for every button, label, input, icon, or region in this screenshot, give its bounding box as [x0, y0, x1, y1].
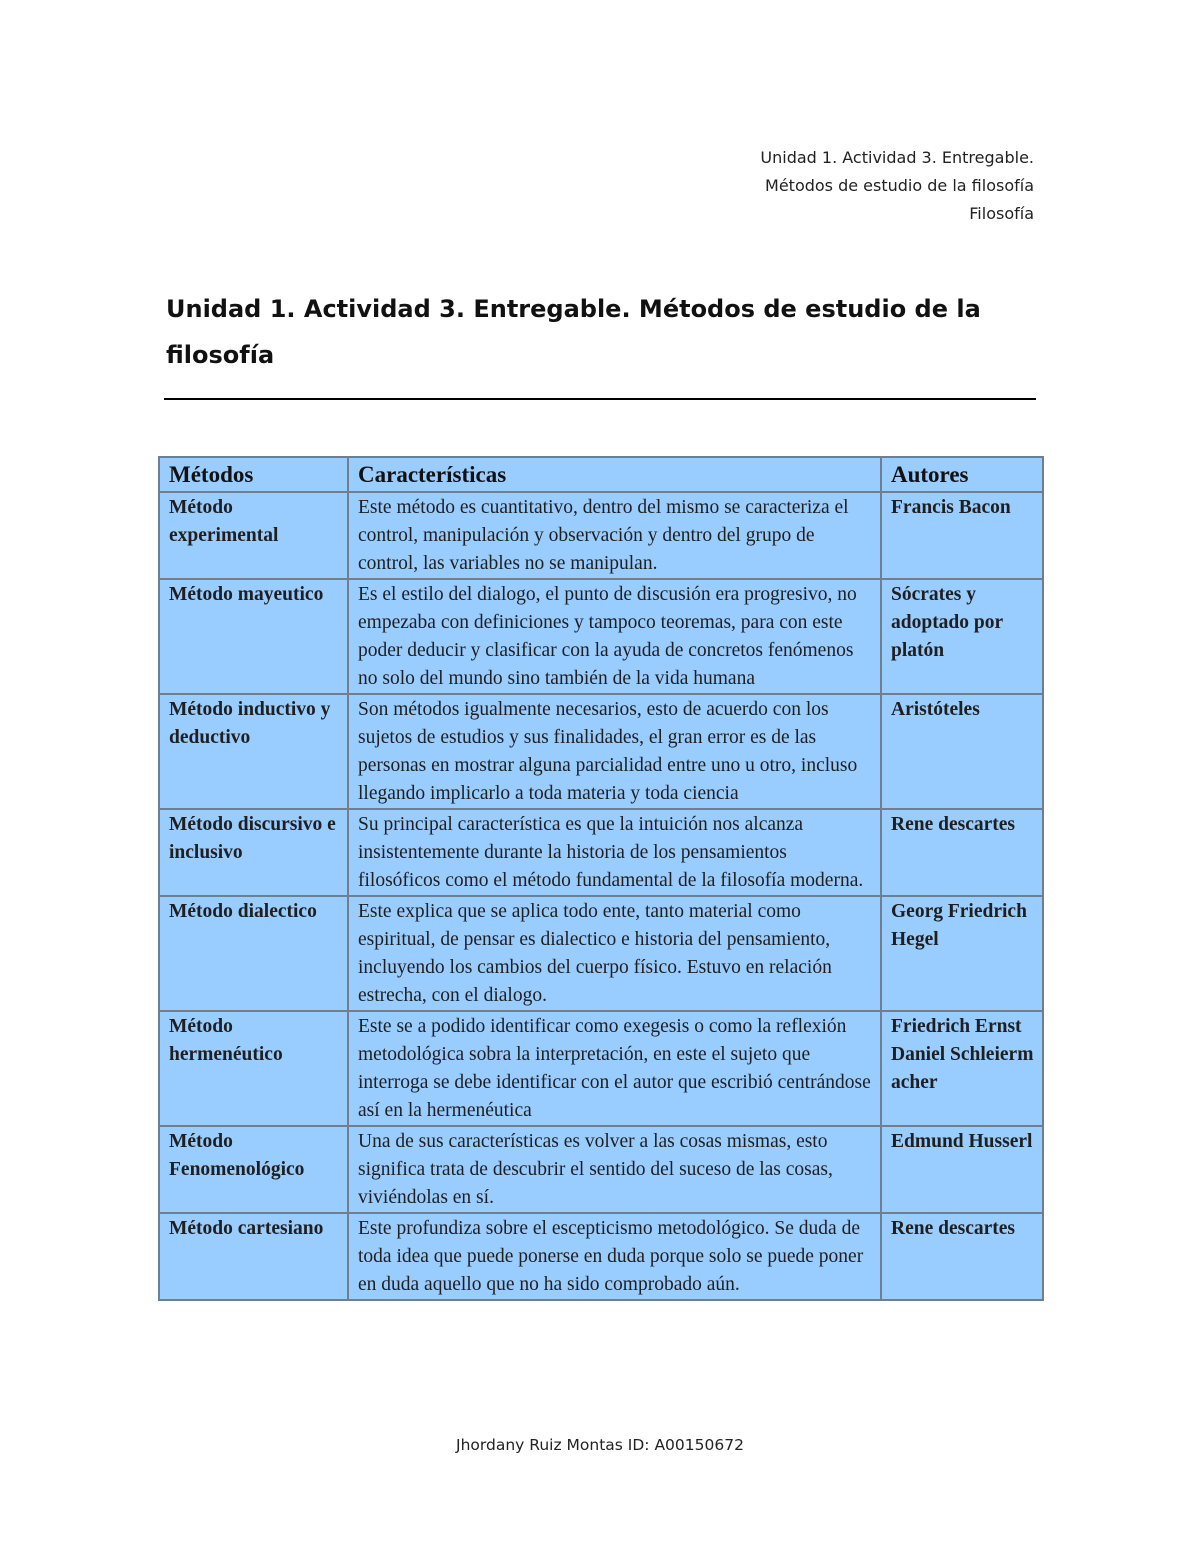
table-row [159, 694, 1043, 809]
header-line-3: Filosofía [969, 204, 1034, 223]
authors-cell: Sócrates y adoptado por platón [881, 579, 1043, 694]
authors-cell: Georg Friedrich Hegel [881, 896, 1043, 1011]
methods-table [158, 456, 1044, 1301]
method-cell: Método mayeutico [159, 579, 348, 694]
characteristics-cell: Son métodos igualmente necesarios, esto de acuerdo con los sujetos de estudios y sus finalidades, el gran error es de las personas en mostrar alguna parcialidad entre uno u otro, incluso llegando implicarlo a toda materia y toda ciencia [348, 694, 881, 809]
characteristics-cell: Su principal característica es que la intuición nos alcanza insistentemente durante la historia de los pensamientos filosóficos como el método fundamental de la filosofía moderna. [348, 809, 881, 896]
characteristics-cell: Este explica que se aplica todo ente, tanto material como espiritual, de pensar es dialectico e historia del pensamiento, incluyendo los cambios del cuerpo físico. Estuvo en relación estrecha, con el dialogo. [348, 896, 881, 1011]
method-cell: Método dialectico [159, 896, 348, 1011]
header-line-2: Métodos de estudio de la filosofía [765, 176, 1034, 195]
table-header-row [159, 457, 1043, 492]
page-header [760, 144, 1034, 228]
method-cell: Método Fenomenológico [159, 1126, 348, 1213]
table-row [159, 896, 1043, 1011]
column-header-methods: Métodos [159, 457, 348, 492]
page-footer: Jhordany Ruiz Montas ID: A00150672 [456, 1436, 744, 1454]
authors-cell: Rene descartes [881, 809, 1043, 896]
table-row [159, 1011, 1043, 1126]
characteristics-cell: Este profundiza sobre el escepticismo metodológico. Se duda de toda idea que puede ponerse en duda porque solo se puede poner en duda aquello que no ha sido comprobado aún. [348, 1213, 881, 1300]
table-row [159, 809, 1043, 896]
authors-cell: Aristóteles [881, 694, 1043, 809]
table-row [159, 1126, 1043, 1213]
authors-cell: Rene descartes [881, 1213, 1043, 1300]
table-row [159, 1213, 1043, 1300]
method-cell: Método inductivo y deductivo [159, 694, 348, 809]
characteristics-cell: Es el estilo del dialogo, el punto de discusión era progresivo, no empezaba con definiciones y tampoco teoremas, para con este poder deducir y clasificar con la ayuda de concretos fenómenos no solo del mundo sino también de la vida humana [348, 579, 881, 694]
method-cell: Método discursivo e inclusivo [159, 809, 348, 896]
document-title: Unidad 1. Actividad 3. Entregable. Métodos de estudio de la filosofía [166, 295, 981, 369]
authors-cell: Edmund Husserl [881, 1126, 1043, 1213]
method-cell: Método experimental [159, 492, 348, 579]
table-row [159, 579, 1043, 694]
table-row [159, 492, 1043, 579]
characteristics-cell: Este método es cuantitativo, dentro del mismo se caracteriza el control, manipulación y observación y dentro del grupo de control, las variables no se manipulan. [348, 492, 881, 579]
column-header-characteristics: Características [348, 457, 881, 492]
characteristics-cell: Este se a podido identificar como exegesis o como la reflexión metodológica sobra la interpretación, en este el sujeto que interroga se debe identificar con el autor que escribió centrándose así en la hermenéutica [348, 1011, 881, 1126]
column-header-authors: Autores [881, 457, 1043, 492]
method-cell: Método hermenéutico [159, 1011, 348, 1126]
header-line-1: Unidad 1. Actividad 3. Entregable. [760, 148, 1034, 167]
method-cell: Método cartesiano [159, 1213, 348, 1300]
characteristics-cell: Una de sus características es volver a las cosas mismas, esto significa trata de descubrir el sentido del suceso de las cosas, viviéndolas en sí. [348, 1126, 881, 1213]
authors-cell: Friedrich Ernst Daniel Schleiermacher [881, 1011, 1043, 1126]
title-divider [164, 398, 1036, 400]
authors-cell: Francis Bacon [881, 492, 1043, 579]
